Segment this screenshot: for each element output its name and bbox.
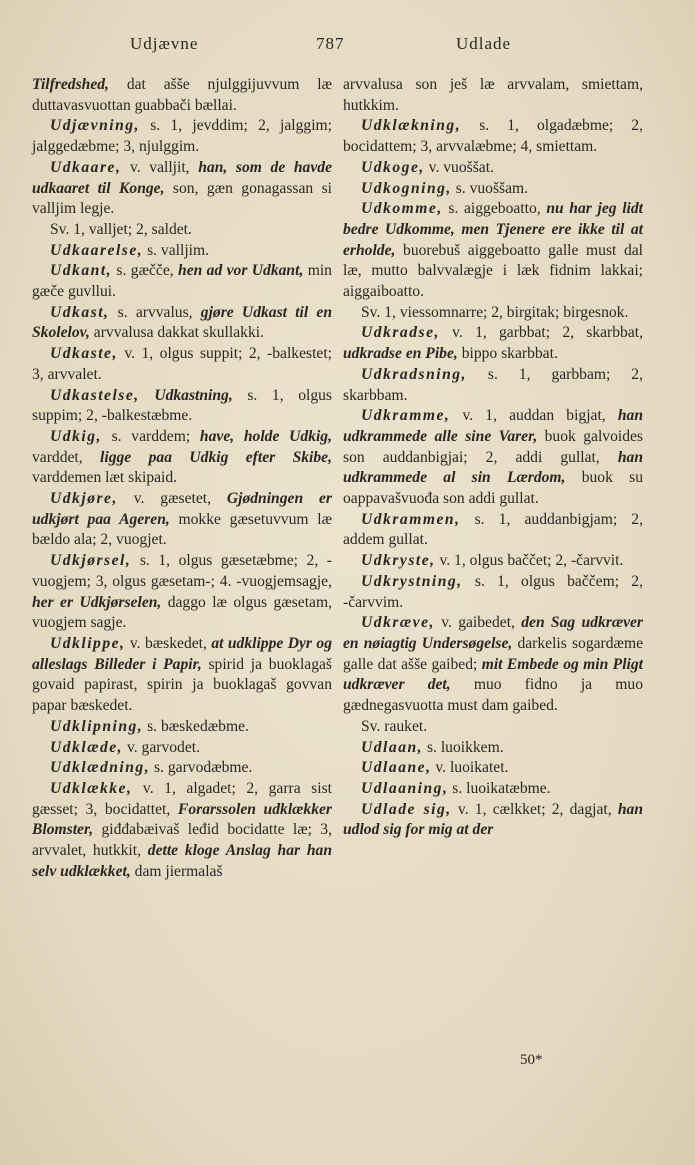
entry-text: min gæče guvllui. xyxy=(32,262,332,301)
entry-example: nu har jeg lidt bedre Udkomme, men Tjenere ere ikke til at erholde, xyxy=(343,200,643,259)
entry-text: v. 1, algadet; 2, garra sist gæsset; 3, bocidattet, xyxy=(32,779,332,818)
entry-text: muo fidno ja muo gædnegasvuotta must dam gaibed. xyxy=(343,676,643,715)
dictionary-entry xyxy=(343,779,643,800)
entry-text: Sv. rauket. xyxy=(361,717,428,735)
entry-text: v. 1, auddan bigjat, xyxy=(450,407,618,425)
entry-example: hen ad vor Udkant, xyxy=(178,262,304,280)
entry-text: s. garvodæbme. xyxy=(150,759,253,777)
dictionary-entry xyxy=(343,572,643,613)
dictionary-entry xyxy=(343,75,643,116)
entry-text: s. vuoššam. xyxy=(451,179,529,197)
dictionary-entry xyxy=(32,220,332,241)
entry-headword: Udlaaning, xyxy=(361,779,449,797)
entry-headword: Udkoge, xyxy=(361,158,425,176)
dictionary-entry xyxy=(343,738,643,759)
dictionary-entry xyxy=(343,179,643,200)
entry-headword: Udklipning, xyxy=(50,717,144,735)
entry-headword: Udlaan, xyxy=(361,738,424,756)
entry-example: han udkrammede alle sine Varer, xyxy=(343,407,643,445)
signature-mark: 50* xyxy=(520,1052,543,1068)
entry-headword: Udkogning, xyxy=(361,179,452,197)
entry-example: Udkastning, xyxy=(154,386,233,404)
entry-text: v. gaibedet, xyxy=(434,614,522,632)
entry-example: Tilfredshed, xyxy=(32,76,109,93)
entry-headword: Udkryste, xyxy=(361,552,436,570)
entry-headword: Udkaare, xyxy=(50,158,122,176)
header-left-guide-word: Udjævne xyxy=(130,34,199,53)
dictionary-entry xyxy=(32,738,332,759)
entry-example: han, som de havde udkaaret til Konge, xyxy=(32,158,332,197)
dictionary-entry xyxy=(32,158,332,220)
entry-text: Sv. 1, valljet; 2, saldet. xyxy=(50,220,192,238)
entry-example: Gjødningen er udkjørt paa Ageren, xyxy=(32,490,332,528)
entry-text: s. bæskedæbme. xyxy=(143,717,249,735)
entry-text: buorebuš aiggeboatto galle must dal læ, mutto balvvalægje i læk fidnim lakkai; aiggaiboatto. xyxy=(343,241,643,301)
dictionary-entry xyxy=(32,386,332,427)
dictionary-entry xyxy=(32,303,332,344)
dictionary-entry xyxy=(32,551,332,634)
entry-text: varddet, xyxy=(32,448,101,466)
dictionary-entry xyxy=(343,323,643,364)
entry-text: dat ašše njulggijuvvum læ duttavasvuottan guabbači bællai. xyxy=(32,76,332,114)
entry-headword: Udkræve, xyxy=(361,614,435,632)
dictionary-entry xyxy=(343,551,643,572)
entry-text: Sv. 1, viessomnarre; 2, birgitak; birgesnok. xyxy=(361,303,629,321)
entry-example: at udklippe Dyr og alleslags Billeder i Papir, xyxy=(32,634,332,673)
entry-headword: Udlade sig, xyxy=(361,800,452,818)
entry-headword: Udklække, xyxy=(50,779,133,797)
header-right-guide-word: Udlade xyxy=(456,34,512,53)
dictionary-entry xyxy=(32,717,332,738)
entry-example: her er Udkjørselen, xyxy=(32,593,162,611)
dictionary-entry xyxy=(343,116,643,157)
entry-text: mokke gæsetuvvum læ bældo ala; 2, vuogjet. xyxy=(32,510,332,549)
entry-headword: Udjævning, xyxy=(50,117,140,135)
entry-text: giđđabæivaš leđid bocidatte læ; 3, arvvalet, hutkkit, xyxy=(32,821,332,860)
entry-text: daggo læ olgus gæsetam, vuogjem sagje. xyxy=(32,593,332,632)
dictionary-entry xyxy=(32,427,332,489)
entry-headword: Udkastelse, xyxy=(50,386,140,404)
entry-text: varddemen læt skipaid. xyxy=(32,469,178,487)
dictionary-entry xyxy=(32,75,332,116)
entry-text: v. valljit, xyxy=(121,158,199,176)
dictionary-entry xyxy=(343,510,643,551)
entry-headword: Udklækning, xyxy=(361,117,462,135)
entry-example: ligge paa Udkig efter Skibe, xyxy=(100,448,332,466)
entry-example: den Sag udkræver en nøiagtig Undersøgelse, xyxy=(343,614,643,652)
dictionary-entry xyxy=(343,800,643,841)
dictionary-entry xyxy=(343,365,643,406)
entry-text: arvvalusa son ješ læ arvvalam, smiettam, hutkkim. xyxy=(343,76,643,114)
entry-text: v. luoikatet. xyxy=(431,759,509,777)
dictionary-entry xyxy=(32,758,332,779)
entry-headword: Udkrystning, xyxy=(361,572,463,590)
entry-text: v. garvodet. xyxy=(123,738,201,756)
entry-text: v. 1, olgus baččet; 2, -čarvvit. xyxy=(435,552,624,570)
entry-headword: Udkjørsel, xyxy=(50,552,132,570)
dictionary-entry xyxy=(32,779,332,883)
entry-headword: Udkast, xyxy=(50,303,110,321)
dictionary-entry xyxy=(343,613,643,717)
entry-text: s. 1, olgus baččem; 2, -čarvvim. xyxy=(343,572,643,611)
dictionary-entry xyxy=(32,116,332,157)
entry-example: dette kloge Anslag har han selv udklækket, xyxy=(32,842,332,880)
entry-example: han udkrammede al sin Lærdom, xyxy=(343,448,643,487)
entry-text: s. gæčče, xyxy=(112,262,179,280)
dictionary-entry xyxy=(32,344,332,385)
dictionary-entry xyxy=(32,241,332,262)
page-number: 787 xyxy=(316,34,345,53)
dictionary-entry xyxy=(343,158,643,179)
running-header xyxy=(0,34,695,60)
entry-headword: Udkant, xyxy=(50,262,113,280)
dictionary-entry xyxy=(343,199,643,303)
entry-text: v. 1, olgus suppit; 2, -balkestet; 3, arvvalet. xyxy=(32,345,332,383)
entry-text: buok su oappavašvuođa son addi gullat. xyxy=(343,469,643,508)
entry-text: s. aiggeboatto, xyxy=(442,200,547,218)
entry-text: bippo skarbbat. xyxy=(457,345,558,363)
dictionary-entry xyxy=(32,261,332,302)
entry-text: v. vuoššat. xyxy=(424,158,494,176)
entry-headword: Udkig, xyxy=(50,427,102,445)
dictionary-entry xyxy=(32,634,332,717)
entry-text: son, gæn gonagassan si valljim legje. xyxy=(32,179,332,218)
entry-text: s. 1, auddanbigjam; 2, addem gullat. xyxy=(343,510,643,549)
entry-text: s. arvvalus, xyxy=(109,303,201,321)
dictionary-entry xyxy=(343,758,643,779)
entry-text: v. gæsetet, xyxy=(117,490,227,508)
entry-headword: Udkrammen, xyxy=(361,510,461,528)
entry-headword: Udkradsning, xyxy=(361,365,467,383)
dictionary-entry xyxy=(343,303,643,324)
dictionary-entry xyxy=(32,489,332,551)
entry-text: v. 1, garbbat; 2, skarbbat, xyxy=(439,324,643,342)
entry-headword: Udklæde, xyxy=(50,738,124,756)
entry-text: darkelis sogardæme galle dat ašše gaibed; xyxy=(343,634,643,673)
entry-headword: Udkomme, xyxy=(361,200,443,218)
entry-text: buok galvoides son auddanbigjai; 2, addi gullat, xyxy=(343,427,643,466)
entry-text: s. 1, olgus suppim; 2, -balkestæbme. xyxy=(32,386,332,425)
entry-example: Forarssolen udklækker Blomster, xyxy=(32,800,332,839)
entry-text: s. luoikkem. xyxy=(423,738,504,756)
entry-text: v. 1, cælkket; 2, dagjat, xyxy=(451,800,618,818)
entry-headword: Udkaarelse, xyxy=(50,241,144,259)
entry-example: gjøre Udkast til en Skolelov, xyxy=(32,303,332,342)
entry-example: udkradse en Pibe, xyxy=(343,345,458,363)
entry-headword: Udklippe, xyxy=(50,634,126,652)
entry-headword: Udkjøre, xyxy=(50,490,118,508)
entry-text: s. 1, garbbam; 2, skarbbam. xyxy=(343,365,643,404)
entry-example: have, holde Udkig, xyxy=(199,427,332,445)
entry-text: s. luoikatæbme. xyxy=(448,779,551,797)
entry-text: dam jiermalaš xyxy=(130,862,223,880)
entry-text: s. 1, olgus gæsetæbme; 2, -vuogjem; 3, olgus gæsetam-; 4. -vuogjemsagje, xyxy=(32,552,332,590)
entry-headword: Udklædning, xyxy=(50,759,151,777)
entry-headword: Udkramme, xyxy=(361,407,451,425)
entry-text: s. varddem; xyxy=(101,427,200,445)
entry-example: han udlod sig for mig at der xyxy=(343,800,643,839)
entry-text: arvvalusa dakkat skullakki. xyxy=(89,324,264,342)
entry-text xyxy=(140,387,155,404)
right-column xyxy=(343,75,643,841)
dictionary-entry xyxy=(343,406,643,510)
entry-text: spirid ja buoklagaš govaid papirast, spirin ja buoklagaš govvan papar bæskedet. xyxy=(32,655,332,715)
entry-text: s. 1, jevddim; 2, jalggim; jalggedæbme; 3, njulggim. xyxy=(32,117,332,156)
entry-text: s. 1, olgadæbme; 2, bocidattem; 3, arvvalæbme; 4, smiettam. xyxy=(343,117,643,156)
dictionary-entry xyxy=(343,717,643,738)
left-column xyxy=(32,75,332,882)
entry-text: s. valljim. xyxy=(143,241,210,259)
entry-headword: Udkradse, xyxy=(361,324,440,342)
entry-text: v. bæskedet, xyxy=(125,634,212,652)
entry-example: mit Embede og min Pligt udkræver det, xyxy=(343,655,644,694)
entry-headword: Udkaste, xyxy=(50,345,118,363)
entry-headword: Udlaane, xyxy=(361,759,432,777)
